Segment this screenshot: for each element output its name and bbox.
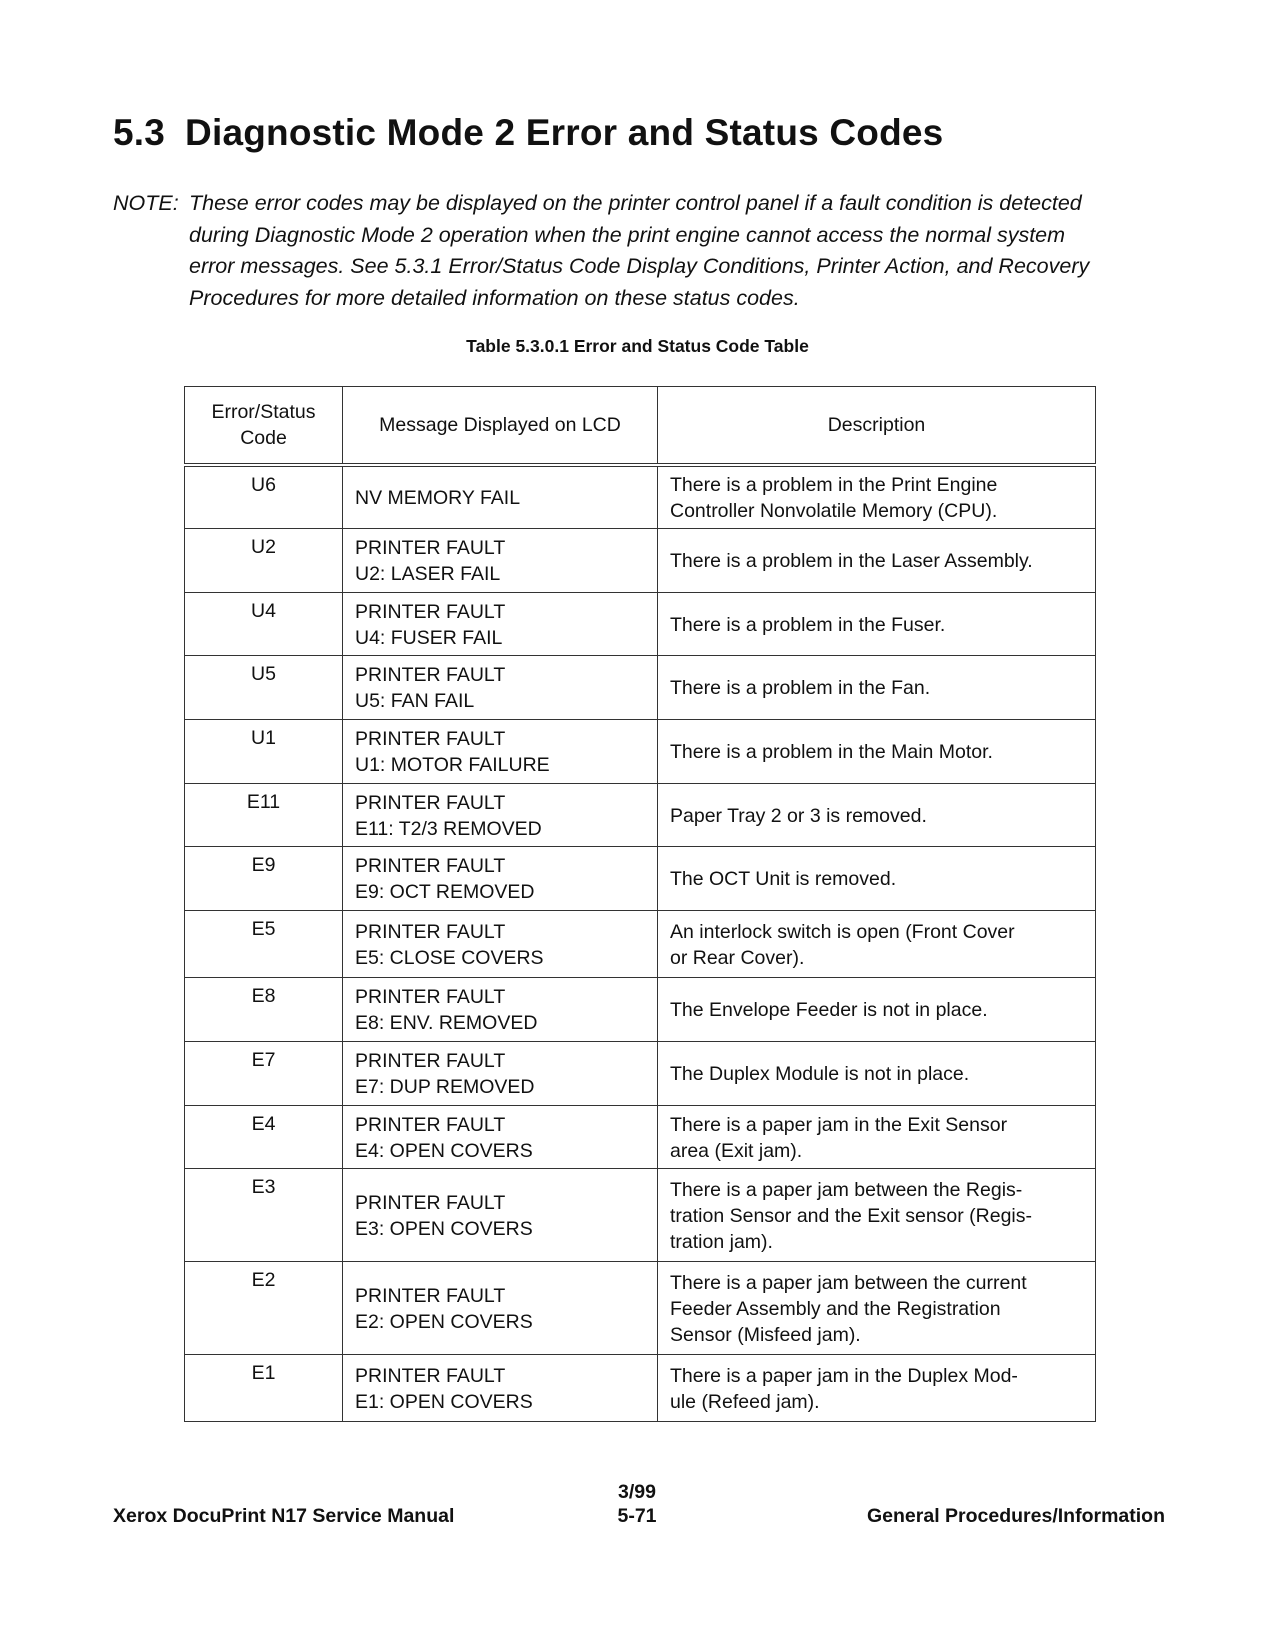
cell-description — [658, 1169, 1096, 1262]
description-line: There is a problem in the Print Engine — [670, 474, 998, 496]
message-line: PRINTER FAULT — [355, 1191, 506, 1214]
cell-code: U1 — [185, 720, 343, 784]
description-line: There is a problem in the Fuser. — [670, 613, 946, 636]
table-body — [185, 465, 1096, 1422]
note-line: These error codes may be displayed on the printer control panel if a fault condition is detected — [189, 191, 1082, 215]
cell-message — [343, 593, 658, 656]
description-line: Feeder Assembly and the Registration — [670, 1297, 1001, 1320]
note-body — [189, 188, 1163, 314]
cell-code: E11 — [185, 784, 343, 847]
cell-message — [343, 1262, 658, 1355]
cell-description — [658, 1262, 1096, 1355]
description-line: The Envelope Feeder is not in place. — [670, 999, 988, 1021]
cell-code: E5 — [185, 911, 343, 978]
message-line: PRINTER FAULT — [355, 1284, 506, 1307]
table-row — [185, 978, 1096, 1042]
cell-description — [658, 720, 1096, 784]
section-title: Diagnostic Mode 2 Error and Status Codes — [185, 112, 944, 153]
message-line: PRINTER FAULT — [355, 664, 506, 686]
table-row — [185, 1262, 1096, 1355]
table-row — [185, 1355, 1096, 1422]
cell-message — [343, 847, 658, 911]
description-line: There is a paper jam between the current — [670, 1271, 1027, 1294]
table-row — [185, 784, 1096, 847]
cell-message — [343, 1042, 658, 1106]
table-caption: Table 5.3.0.1 Error and Status Code Table — [466, 336, 809, 356]
description-line: tration Sensor and the Exit sensor (Regis- — [670, 1204, 1033, 1227]
table-row — [185, 465, 1096, 529]
cell-code: E7 — [185, 1042, 343, 1106]
cell-description — [658, 1042, 1096, 1106]
note-prefix: NOTE: — [113, 191, 179, 215]
description-line: An interlock switch is open (Front Cover — [670, 920, 1015, 943]
description-line: Controller Nonvolatile Memory (CPU). — [670, 500, 998, 522]
note-line: Procedures for more detailed information on these status codes. — [189, 285, 800, 310]
message-line: E1: OPEN COVERS — [355, 1390, 533, 1413]
header-message: Message Displayed on LCD — [343, 387, 658, 466]
error-status-code-table — [184, 386, 1096, 1422]
message-line: U5: FAN FAIL — [355, 690, 475, 712]
cell-message — [343, 465, 658, 529]
message-line: PRINTER FAULT — [355, 1364, 506, 1387]
message-line: E11: T2/3 REMOVED — [355, 817, 542, 840]
cell-message — [343, 529, 658, 593]
cell-description — [658, 529, 1096, 593]
message-line: PRINTER FAULT — [355, 728, 506, 750]
cell-code: E3 — [185, 1169, 343, 1262]
header-code-line: Error/Status — [211, 401, 316, 423]
table-row — [185, 593, 1096, 656]
description-line: There is a paper jam in the Duplex Mod- — [670, 1364, 1018, 1387]
cell-description — [658, 656, 1096, 720]
description-line: area (Exit jam). — [670, 1139, 803, 1162]
cell-code: E4 — [185, 1106, 343, 1169]
note — [113, 188, 1163, 314]
cell-description — [658, 465, 1096, 529]
message-line: E2: OPEN COVERS — [355, 1310, 533, 1333]
cell-code: U2 — [185, 529, 343, 593]
cell-description — [658, 1106, 1096, 1169]
table-row — [185, 1042, 1096, 1106]
cell-code: U6 — [185, 465, 343, 529]
footer-section-name: General Procedures/Information — [867, 1505, 1165, 1527]
cell-message — [343, 720, 658, 784]
message-line: PRINTER FAULT — [355, 1050, 506, 1072]
section-number: 5.3 — [113, 112, 166, 153]
message-line: PRINTER FAULT — [355, 1113, 506, 1136]
message-line: E8: ENV. REMOVED — [355, 1012, 538, 1034]
cell-code: E1 — [185, 1355, 343, 1422]
message-line: E5: CLOSE COVERS — [355, 946, 544, 969]
description-line: There is a paper jam in the Exit Sensor — [670, 1113, 1008, 1136]
cell-code: E2 — [185, 1262, 343, 1355]
header-code-line: Code — [240, 427, 287, 449]
table-row — [185, 656, 1096, 720]
message-line: E4: OPEN COVERS — [355, 1139, 533, 1162]
header-description: Description — [658, 387, 1096, 466]
cell-message — [343, 784, 658, 847]
header-code — [185, 387, 343, 466]
cell-message — [343, 1355, 658, 1422]
message-line: PRINTER FAULT — [355, 920, 506, 943]
description-line: or Rear Cover). — [670, 946, 805, 969]
footer-manual-title: Xerox DocuPrint N17 Service Manual — [113, 1505, 455, 1527]
footer-date: 3/99 — [618, 1481, 656, 1503]
cell-message — [343, 978, 658, 1042]
cell-code: E9 — [185, 847, 343, 911]
table-row — [185, 529, 1096, 593]
message-line: PRINTER FAULT — [355, 791, 506, 814]
cell-message — [343, 656, 658, 720]
cell-message — [343, 1169, 658, 1262]
table-row — [185, 847, 1096, 911]
message-line: E9: OCT REMOVED — [355, 881, 535, 903]
message-line: U2: LASER FAIL — [355, 563, 501, 585]
message-line: E7: DUP REMOVED — [355, 1076, 535, 1098]
table-row — [185, 720, 1096, 784]
table-row — [185, 911, 1096, 978]
message-line: PRINTER FAULT — [355, 537, 506, 559]
message-line: U1: MOTOR FAILURE — [355, 754, 550, 776]
description-line: Paper Tray 2 or 3 is removed. — [670, 804, 927, 827]
table-header-row — [185, 387, 1096, 466]
cell-message — [343, 1106, 658, 1169]
message-line: NV MEMORY FAIL — [355, 487, 521, 509]
message-line: PRINTER FAULT — [355, 855, 506, 877]
cell-description — [658, 911, 1096, 978]
description-line: tration jam). — [670, 1230, 773, 1253]
description-line: There is a paper jam between the Regis- — [670, 1178, 1023, 1201]
note-line: during Diagnostic Mode 2 operation when the print engine cannot access the normal system — [189, 222, 1066, 247]
message-line: PRINTER FAULT — [355, 600, 506, 623]
table-row — [185, 1106, 1096, 1169]
note-line: error messages. See 5.3.1 Error/Status Code Display Conditions, Printer Action, and Recovery — [189, 254, 1090, 278]
description-line: ule (Refeed jam). — [670, 1390, 820, 1413]
description-line: There is a problem in the Laser Assembly. — [670, 550, 1033, 572]
cell-description — [658, 847, 1096, 911]
cell-description — [658, 1355, 1096, 1422]
cell-description — [658, 784, 1096, 847]
cell-code: U5 — [185, 656, 343, 720]
footer-page-number: 5-71 — [617, 1505, 657, 1527]
message-line: PRINTER FAULT — [355, 986, 506, 1008]
cell-description — [658, 593, 1096, 656]
description-line: There is a problem in the Main Motor. — [670, 741, 993, 763]
cell-code: U4 — [185, 593, 343, 656]
message-line: E3: OPEN COVERS — [355, 1217, 533, 1240]
description-line: The Duplex Module is not in place. — [670, 1063, 970, 1085]
message-line: U4: FUSER FAIL — [355, 626, 503, 649]
description-line: The OCT Unit is removed. — [670, 868, 897, 890]
cell-message — [343, 911, 658, 978]
page-title — [113, 112, 943, 154]
cell-description — [658, 978, 1096, 1042]
description-line: There is a problem in the Fan. — [670, 677, 931, 699]
table-row — [185, 1169, 1096, 1262]
cell-code: E8 — [185, 978, 343, 1042]
description-line: Sensor (Misfeed jam). — [670, 1323, 861, 1346]
